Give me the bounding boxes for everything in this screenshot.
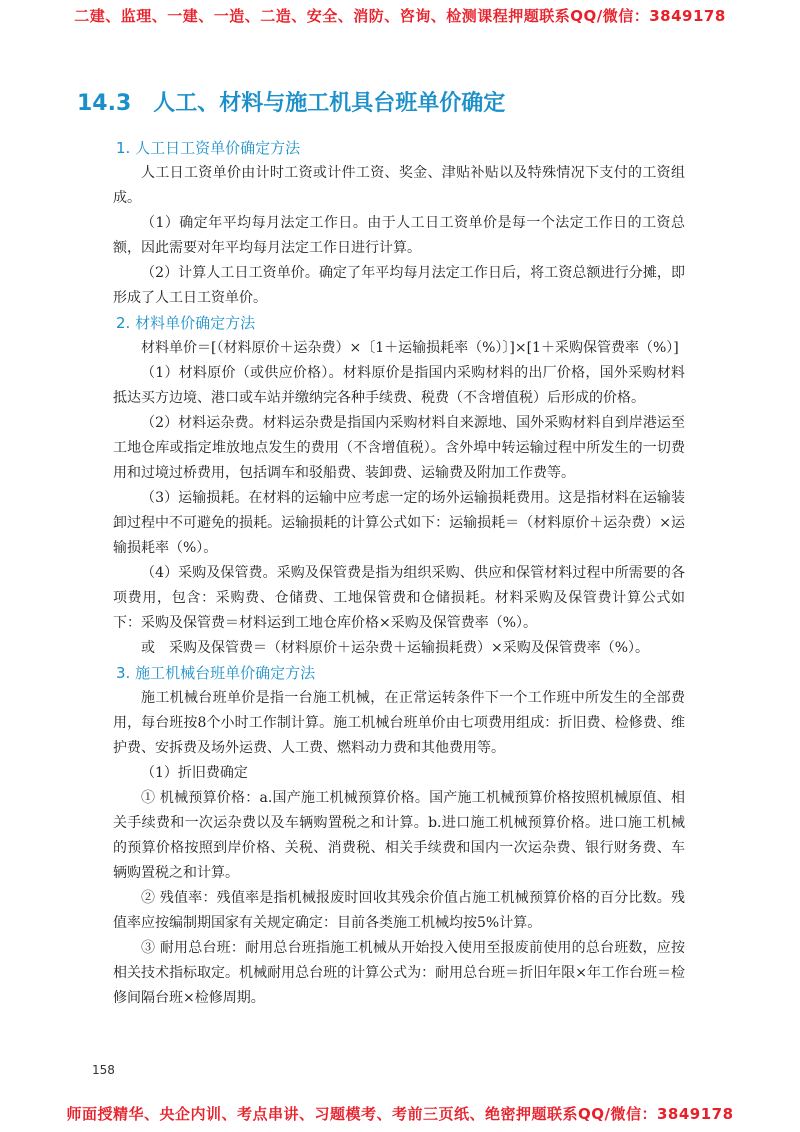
- paragraph: 施工机械台班单价是指一台施工机械，在正常运转条件下一个工作班中所发生的全部费用，每台班按8个小时工作制计算。施工机械台班单价由七项费用组成：折旧费、检修费、维护费、安拆费及场外运费、人工费、燃料动力费和其他费用等。: [113, 690, 685, 756]
- paragraph: （1）确定年平均每月法定工作日。由于人工日工资单价是每一个法定工作日的工资总额，因此需要对年平均每月法定工作日进行计算。: [113, 215, 685, 256]
- footer-banner: 师面授精华、央企内训、考点串讲、习题模考、考前三页纸、绝密押题联系QQ/微信：3849178: [66, 1105, 734, 1123]
- section-title: [77, 86, 505, 117]
- formula-paragraph: 或 采购及保管费＝（材料原价＋运杂费＋运输损耗费）×采购及保管费率（%）。: [141, 640, 650, 656]
- section-number: 14.3: [77, 91, 132, 116]
- page-number: 158: [92, 1063, 115, 1077]
- section-title-text: 人工、材料与施工机具台班单价确定: [153, 91, 506, 116]
- paragraph: （2）计算人工日工资单价。确定了年平均每月法定工作日后，将工资总额进行分摊，即形成了人工日工资单价。: [113, 265, 685, 306]
- paragraph: ② 残值率：残值率是指机械报废时回收其残余价值占施工机械预算价格的百分比数。残值率应按编制期国家有关规定确定：目前各类施工机械均按5%计算。: [113, 890, 685, 931]
- paragraph: ③ 耐用总台班：耐用总台班指施工机械从开始投入使用至报废前使用的总台班数，应按相关技术指标取定。机械耐用总台班的计算公式为：耐用总台班＝折旧年限×年工作台班＝检修间隔台班×检修周期。: [113, 940, 685, 1006]
- subsection-heading: 2. 材料单价确定方法: [116, 314, 256, 332]
- formula-paragraph: 材料单价＝[（材料原价＋运杂费）×〔1＋运输损耗率（%）〕]×[1＋采购保管费率（%）]: [141, 340, 679, 356]
- header-banner: 二建、监理、一建、一造、二造、安全、消防、咨询、检测课程押题联系QQ/微信：3849178: [74, 7, 726, 25]
- paragraph: （2）材料运杂费。材料运杂费是指国内采购材料自来源地、国外采购材料自到岸港运至工地仓库或指定堆放地点发生的费用（不含增值税）。含外埠中转运输过程中所发生的一切费用和过境过桥费用，包括调车和驳船费、装卸费、运输费及附加工作费等。: [113, 415, 685, 481]
- paragraph: ① 机械预算价格：a.国产施工机械预算价格。国产施工机械预算价格按照机械原值、相关手续费和一次运杂费以及车辆购置税之和计算。b.进口施工机械预算价格。进口施工机械的预算价格按照到岸价格、关税、消费税、相关手续费和国内一次运杂费、银行财务费、车辆购置税之和计算。: [113, 790, 685, 881]
- paragraph: 人工日工资单价由计时工资或计件工资、奖金、津贴补贴以及特殊情况下支付的工资组成。: [113, 165, 685, 206]
- subsection-heading: 3. 施工机械台班单价确定方法: [116, 664, 316, 682]
- subsection-heading: 1. 人工日工资单价确定方法: [116, 139, 301, 157]
- paragraph: （3）运输损耗。在材料的运输中应考虑一定的场外运输损耗费用。这是指材料在运输装卸过程中不可避免的损耗。运输损耗的计算公式如下：运输损耗＝（材料原价＋运杂费）×运输损耗率（%）。: [113, 490, 685, 556]
- paragraph: （4）采购及保管费。采购及保管费是指为组织采购、供应和保管材料过程中所需要的各项费用，包含：采购费、仓储费、工地保管费和仓储损耗。材料采购及保管费计算公式如下：采购及保管费＝材料运到工地仓库价格×采购及保管费率（%）。: [113, 565, 685, 631]
- page-body: [113, 136, 685, 1011]
- paragraph: （1）材料原价（或供应价格）。材料原价是指国内采购材料的出厂价格，国外采购材料抵达买方边境、港口或车站并缴纳完各种手续费、税费（不含增值税）后形成的价格。: [113, 365, 685, 406]
- paragraph: （1）折旧费确定: [141, 765, 248, 781]
